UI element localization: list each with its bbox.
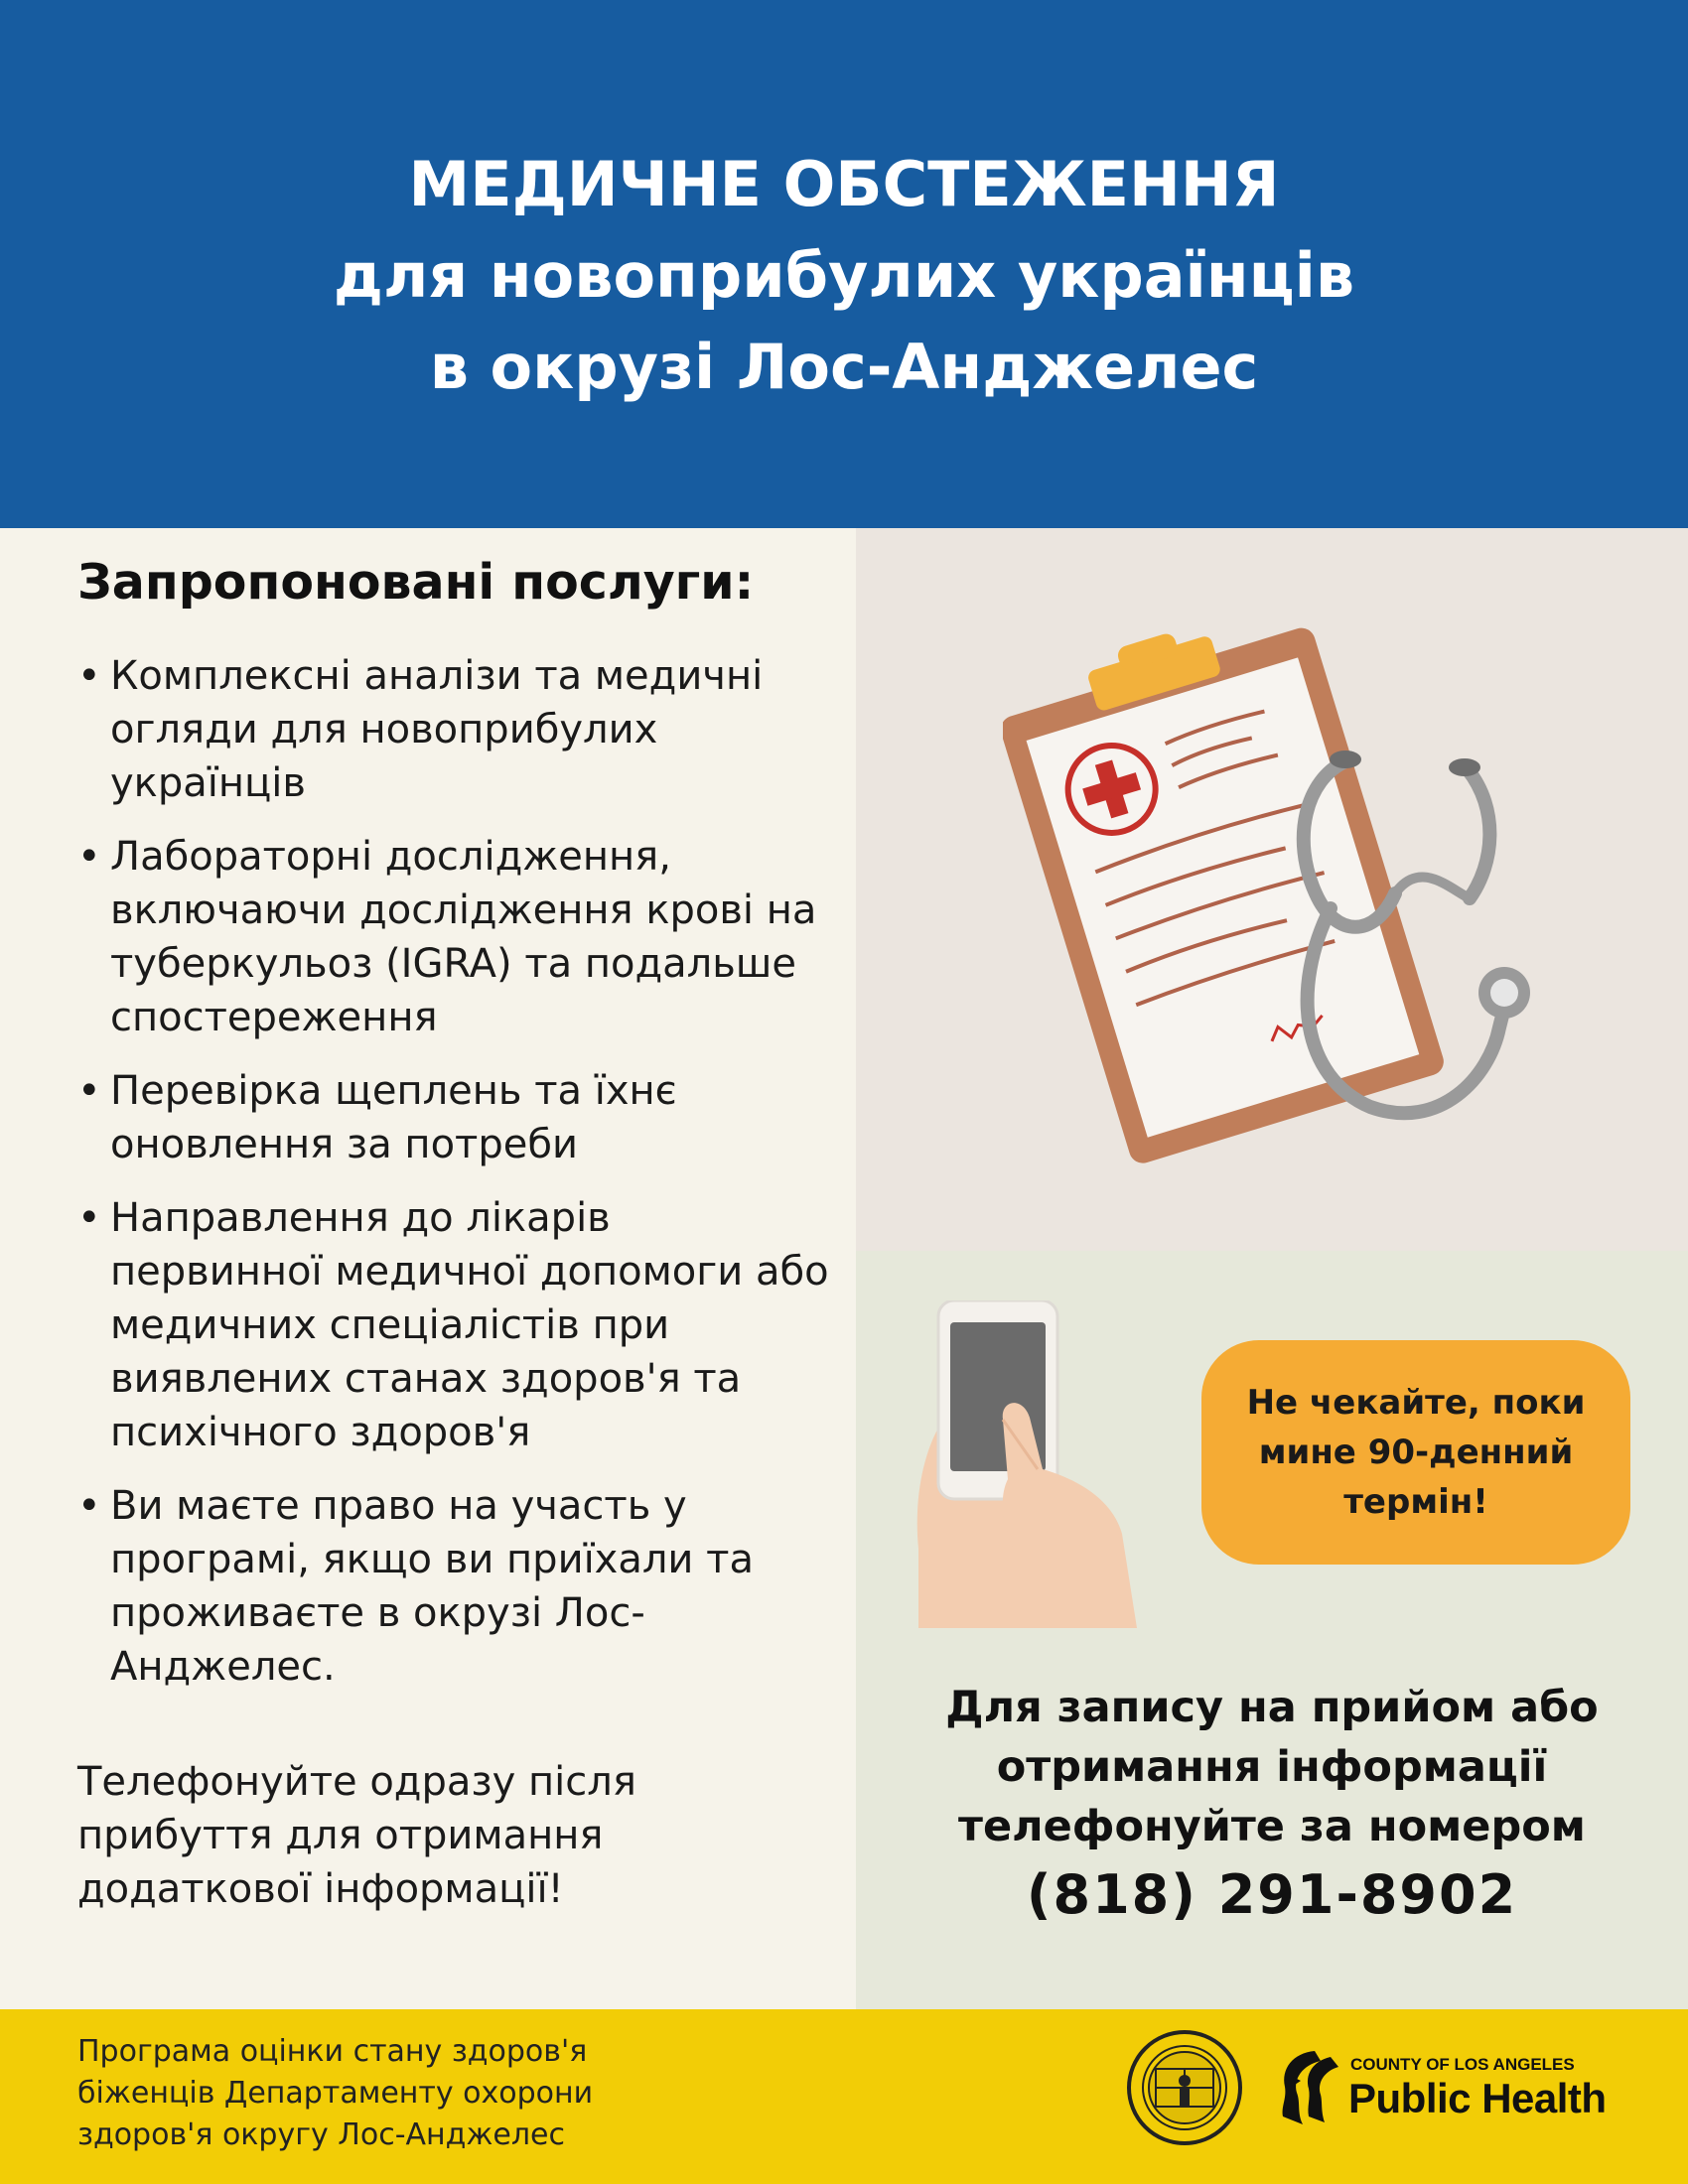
footer-line-1: Програма оцінки стану здоров'я <box>77 2034 588 2069</box>
call-note: Телефонуйте одразу після прибуття для отримання додаткової інформації! <box>77 1759 636 1912</box>
footer-line-2: біженців Департаменту охорони <box>77 2076 594 2111</box>
county-seal-icon <box>1126 2029 1243 2146</box>
deadline-callout-text: Не чекайте, поки мине 90-денний термін! <box>1246 1383 1586 1522</box>
service-text: Перевірка щеплень та їхнє оновлення за потреби <box>110 1068 677 1167</box>
title-line-3: в окрузі Лос-Анджелес <box>429 331 1259 403</box>
list-item <box>77 1191 832 1459</box>
bullet-icon: • <box>77 1068 101 1114</box>
header-banner <box>0 0 1688 528</box>
list-item <box>77 1479 832 1694</box>
logo-public-health-text: Public Health <box>1348 2075 1607 2121</box>
title-line-1: МЕДИЧНЕ ОБСТЕЖЕННЯ <box>408 148 1280 220</box>
service-text: Лабораторні дослідження, включаючи дослідження крові на туберкульоз (IGRA) та подальше спостереження <box>110 834 817 1040</box>
service-text: Комплексні аналізи та медичні огляди для новоприбулих українців <box>110 653 764 806</box>
list-item <box>77 830 832 1044</box>
logo-county-text: COUNTY OF LOS ANGELES <box>1350 2055 1575 2074</box>
footer-line-3: здоров'я округу Лос-Анджелес <box>77 2117 566 2152</box>
bullet-icon: • <box>77 653 101 699</box>
list-item <box>77 1064 832 1171</box>
deadline-callout <box>1201 1340 1630 1565</box>
page-title <box>0 139 1688 413</box>
contact-info <box>856 1678 1688 1934</box>
phone-number[interactable]: (818) 291-8902 <box>1026 1863 1518 1926</box>
footer-program-text <box>77 2031 693 2156</box>
contact-line-3: телефонуйте за номером <box>958 1802 1586 1851</box>
service-text: Направлення до лікарів первинної медичної допомоги або медичних спеціалістів при виявлених станах здоров'я та психічного здоров'я <box>110 1195 829 1455</box>
public-health-logo <box>1273 2047 1607 2128</box>
list-item <box>77 649 832 810</box>
profile-faces-icon <box>1273 2047 1346 2128</box>
contact-line-2: отримання інформації <box>996 1742 1548 1792</box>
contact-line-1: Для запису на прийом або <box>945 1683 1599 1732</box>
services-list <box>77 649 832 1713</box>
hand-smartphone-icon <box>909 1300 1177 1628</box>
clipboard-stethoscope-icon <box>1003 611 1559 1186</box>
bullet-icon: • <box>77 1195 101 1241</box>
bullet-icon: • <box>77 1483 101 1529</box>
service-text: Ви маєте право на участь у програмі, якщо ви приїхали та проживаєте в окрузі Лос-Анджелес. <box>110 1483 754 1690</box>
services-heading: Запропоновані послуги: <box>77 554 755 611</box>
title-line-2: для новоприбулих українців <box>333 239 1355 312</box>
bullet-icon: • <box>77 834 101 880</box>
